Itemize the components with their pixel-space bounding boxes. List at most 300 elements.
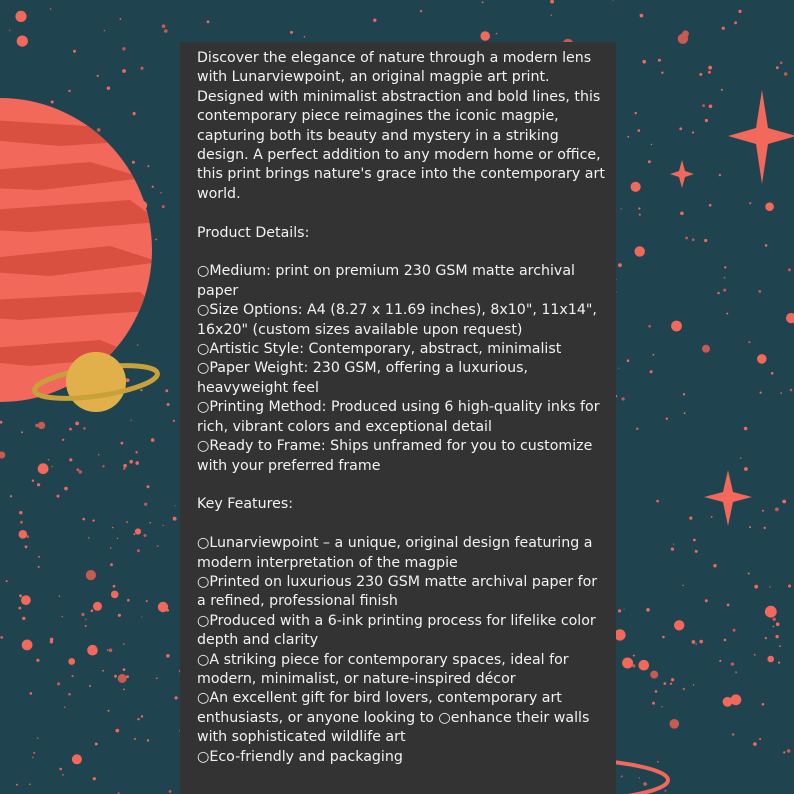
speckle [123,643,125,645]
speckle [110,547,111,548]
speckle [22,640,33,651]
speckle [59,768,62,771]
list-item: ○Medium: print on premium 230 GSM matte archival paper [197,263,575,299]
speckle [683,393,685,395]
speckle [722,27,725,30]
speckle [420,10,422,12]
speckle [765,202,774,211]
speckle [0,451,5,458]
speckle [15,11,26,22]
speckle [126,521,128,523]
speckle [786,313,794,323]
speckle [731,662,734,665]
intro-text: Discover the elegance of nature through a modern lens with Lunarviewpoint, an original magpie art print. Designed with minimalist abstraction and bold lines, this contemporary piece reimagines the iconic magpie, capturing both its beauty and mystery in a striking design. A perfect addition to any modern home or office, this print brings nature's grace into the contemporary art world. [197,50,605,202]
speckle [780,392,782,394]
speckle [721,89,723,91]
speckle [169,790,172,793]
speckle [689,517,692,520]
speckle [137,344,139,346]
speckle [134,738,136,740]
speckle [783,751,785,753]
speckle [754,654,756,656]
speckle [757,354,767,364]
speckle [782,500,786,504]
speckle [693,684,694,685]
speckle [166,654,170,658]
speckle [657,761,659,763]
speckle [165,389,168,392]
speckle [147,165,149,167]
speckle [155,239,157,241]
speckle [767,656,774,663]
speckle [107,87,110,90]
speckle [33,752,35,754]
speckle [135,451,137,453]
speckle [122,47,125,50]
speckle [373,19,376,22]
speckle [32,757,33,758]
speckle [162,24,166,28]
speckle [102,670,104,672]
speckle [702,345,710,353]
speckle [666,418,668,420]
speckle [740,457,741,458]
speckle [50,638,54,642]
speckle [642,60,646,64]
speckle [618,609,621,612]
speckle [753,742,757,746]
speckle [695,643,697,645]
speckle [651,144,652,145]
speckle [734,21,737,24]
speckle [482,1,484,3]
speckle [108,710,110,712]
speckle [674,620,684,630]
speckle [111,591,119,599]
speckle [156,677,158,679]
speckle [776,66,779,69]
speckle [91,610,94,613]
speckle [123,689,125,691]
speckle [693,539,696,542]
speckle [122,69,126,73]
speckle [699,73,702,76]
speckle [705,119,708,122]
speckle [38,556,40,558]
speckle [102,465,104,467]
list-item: ○An excellent gift for bird lovers, contemporary art enthusiasts, or anyone looking to ○enhance their walls with sophisticated wildlife art [197,690,590,746]
speckle [780,62,783,65]
speckle [650,671,658,679]
speckle [21,431,23,433]
speckle [64,487,68,491]
speckle [36,659,39,662]
speckle [112,527,114,529]
speckle [639,214,641,216]
speckle [118,674,127,683]
speckle [684,412,686,414]
speckle [709,105,713,109]
speckle [682,585,683,586]
speckle [765,637,767,639]
speckle [73,50,76,53]
speckle [773,626,775,628]
speckle [140,67,143,70]
speckle [164,29,168,33]
speckle [93,777,96,780]
speckle [38,463,49,474]
speckle [719,174,721,176]
speckle [769,204,770,205]
speckle [75,422,79,426]
speckle [0,636,3,639]
speckle [773,618,776,621]
speckle [765,244,768,247]
description-panel [180,42,616,794]
speckle [0,421,2,424]
speckle [671,321,682,332]
speckle [665,790,667,792]
speckle [126,675,129,678]
speckle [83,427,86,430]
speckle [790,389,793,392]
speckle [97,128,101,132]
key-features-heading: Key Features: [197,496,294,513]
speckle [19,511,22,514]
speckle [621,208,622,209]
speckle [98,454,99,455]
speckle [762,510,764,512]
speckle [622,658,633,669]
speckle [20,521,23,524]
key-features-list [197,534,608,767]
speckle [117,538,118,539]
speckle [116,729,120,733]
speckle [123,668,126,671]
speckle [304,36,306,38]
speckle [551,15,552,16]
speckle [779,645,781,647]
speckle [723,289,726,292]
speckle [110,563,113,566]
speckle [137,549,140,552]
speckle [137,718,139,720]
speckle [140,389,142,391]
speckle [57,682,60,685]
speckle [713,564,716,567]
speckle [146,600,148,602]
list-item: ○Printing Method: Produced using 6 high-quality inks for rich, vibrant colors and exceptional detail [197,399,600,435]
list-item: ○Eco-friendly and packaging [197,748,403,765]
speckle [97,75,99,77]
speckle [130,420,131,421]
speckle [612,0,613,1]
speckle [92,519,94,521]
speckle [788,585,791,588]
speckle [290,31,293,34]
speckle [702,104,705,107]
speckle [788,268,791,271]
speckle [664,682,667,685]
speckle [27,535,30,538]
speckle [81,613,84,616]
speckle [144,534,147,537]
list-item: ○Artistic Style: Contemporary, abstract, minimalist [197,341,562,358]
speckle [692,238,695,241]
speckle [64,707,65,708]
speckle [744,467,748,471]
speckle [685,237,688,240]
speckle [622,397,625,400]
speckle [735,671,737,673]
speckle [658,59,661,62]
speckle [769,586,771,588]
speckle [104,30,105,31]
speckle [141,616,142,617]
speckle [682,30,689,37]
speckle [764,527,766,529]
speckle [38,422,45,429]
speckle [726,313,728,315]
speckle [87,645,98,656]
speckle [144,503,147,506]
speckle [69,428,72,431]
list-item: ○Paper Weight: 230 GSM, offering a luxurious, heavyweight feel [197,360,528,396]
speckle [174,505,175,506]
speckle [19,594,22,597]
speckle [135,528,141,534]
speckle [733,629,736,632]
speckle [778,662,780,664]
speckle [132,161,135,164]
speckle [631,182,641,192]
speckle [744,427,748,431]
speckle [692,640,696,644]
large-planet [0,98,160,402]
speckle [10,495,12,497]
speckle [133,533,135,535]
speckle [173,517,177,521]
speckle [37,738,38,739]
speckle [162,525,163,526]
speckle [771,372,774,375]
speckle [167,403,170,406]
speckle [708,66,712,70]
speckle [648,325,651,328]
speckle [760,392,762,394]
speckle [621,775,623,777]
speckle [68,90,70,92]
speckle [652,702,655,705]
speckle [661,706,662,707]
product-details-list [197,262,608,475]
speckle [147,739,149,741]
speckle [123,464,127,468]
speckle [19,530,28,539]
speckle [627,359,630,362]
speckle [147,485,150,488]
speckle [29,783,31,785]
speckle [48,459,49,460]
speckle [38,566,40,568]
speckle [762,703,765,706]
speckle [30,692,33,695]
speckle [680,212,684,216]
speckle [51,466,53,468]
speckle [86,570,96,580]
speckle [157,545,159,547]
speckle [21,595,31,605]
speckle [638,129,641,132]
speckle [765,606,777,618]
speckle [724,277,726,279]
speckle [32,480,34,482]
speckle [85,625,87,627]
speckle [670,683,672,685]
speckle [496,33,497,34]
list-item: ○Size Options: A4 (8.27 x 11.69 inches), 8x10", 11x14", 16x20" (custom sizes available upon request) [197,302,597,338]
speckle [709,204,712,207]
speckle [107,649,109,651]
speckle [653,354,655,356]
sparkle-star-tiny [670,160,694,188]
speckle [93,602,102,611]
speckle [618,368,619,369]
speckle [662,636,665,639]
speckle [624,609,625,610]
list-item: ○Produced with a 6-ink printing process for lifelike color depth and clarity [197,612,596,649]
speckle [88,537,90,539]
speckle [708,71,711,74]
speckle [61,616,63,618]
speckle [68,658,75,665]
speckle [118,614,121,617]
speckle [748,573,750,575]
speckle [62,439,64,441]
list-item: ○A striking piece for contemporary spaces, ideal for modern, minimalist, or nature-inspired décor [197,651,569,687]
speckle [51,101,54,104]
speckle [754,585,758,589]
speckle [639,660,650,671]
speckle [37,483,40,486]
speckle [6,580,8,582]
speckle [635,112,637,114]
speckle [758,290,761,293]
speckle [72,754,82,764]
speckle [655,690,658,693]
speckle [661,72,663,74]
speckle [95,743,98,746]
speckle [731,694,742,705]
speckle [133,112,136,115]
speckle [784,72,787,75]
speckle [162,205,165,208]
speckle [82,518,85,521]
speckle [656,500,659,503]
speckle [152,186,154,188]
speckle [648,160,651,163]
speckle [738,10,741,13]
speckle [17,36,28,47]
speckle [149,522,151,524]
speckle [18,607,21,610]
speckle [646,608,650,612]
speckle [62,774,64,776]
speckle [699,640,703,644]
speckle [627,136,629,138]
product-details-heading: Product Details: [197,224,310,241]
speckle [50,8,52,10]
speckle [129,460,133,464]
speckle [727,604,730,607]
speckle [123,467,126,470]
speckle [120,18,122,20]
speckle [638,207,640,209]
speckle [135,461,139,465]
speckle [173,420,175,422]
speckle [643,782,647,786]
speckle [59,596,60,597]
speckle [85,619,87,621]
speckle [633,655,635,657]
speckle [749,202,751,204]
speckle [732,733,735,736]
speckle [717,292,719,294]
speckle [89,685,91,687]
speckle [636,427,639,430]
speckle [25,545,28,548]
speckle [683,688,685,690]
speckle [650,370,653,373]
sparkle-star-large [728,90,794,184]
speckle [705,599,708,602]
speckle [127,599,130,602]
speckle [673,543,674,544]
speckle [158,602,168,612]
speckle [759,738,761,740]
speckle [69,458,72,461]
speckle [692,131,694,133]
speckle [57,495,60,498]
speckle [748,341,750,343]
speckle [640,14,644,18]
speckle [72,675,74,677]
speckle [207,20,210,23]
speckle [550,0,554,4]
speckle [671,548,674,551]
speckle [618,263,622,267]
list-item: ○Lunarviewpoint – a unique, original design featuring a modern interpretation of the magpie [197,535,593,571]
speckle [670,719,680,729]
speckle [126,378,130,382]
speckle [175,696,178,699]
speckle [141,715,143,717]
speckle [76,468,79,471]
speckle [711,516,713,518]
speckle [480,31,490,41]
speckle [151,438,155,442]
speckle [68,693,70,695]
list-item: ○Ready to Frame: Ships unframed for you to customize with your preferred frame [197,438,593,474]
speckle [679,127,682,130]
speckle [9,30,10,31]
speckle [639,777,640,778]
speckle [114,675,117,678]
speckle [671,678,674,681]
speckle [121,442,124,445]
speckle [22,617,25,620]
speckle [775,635,778,638]
